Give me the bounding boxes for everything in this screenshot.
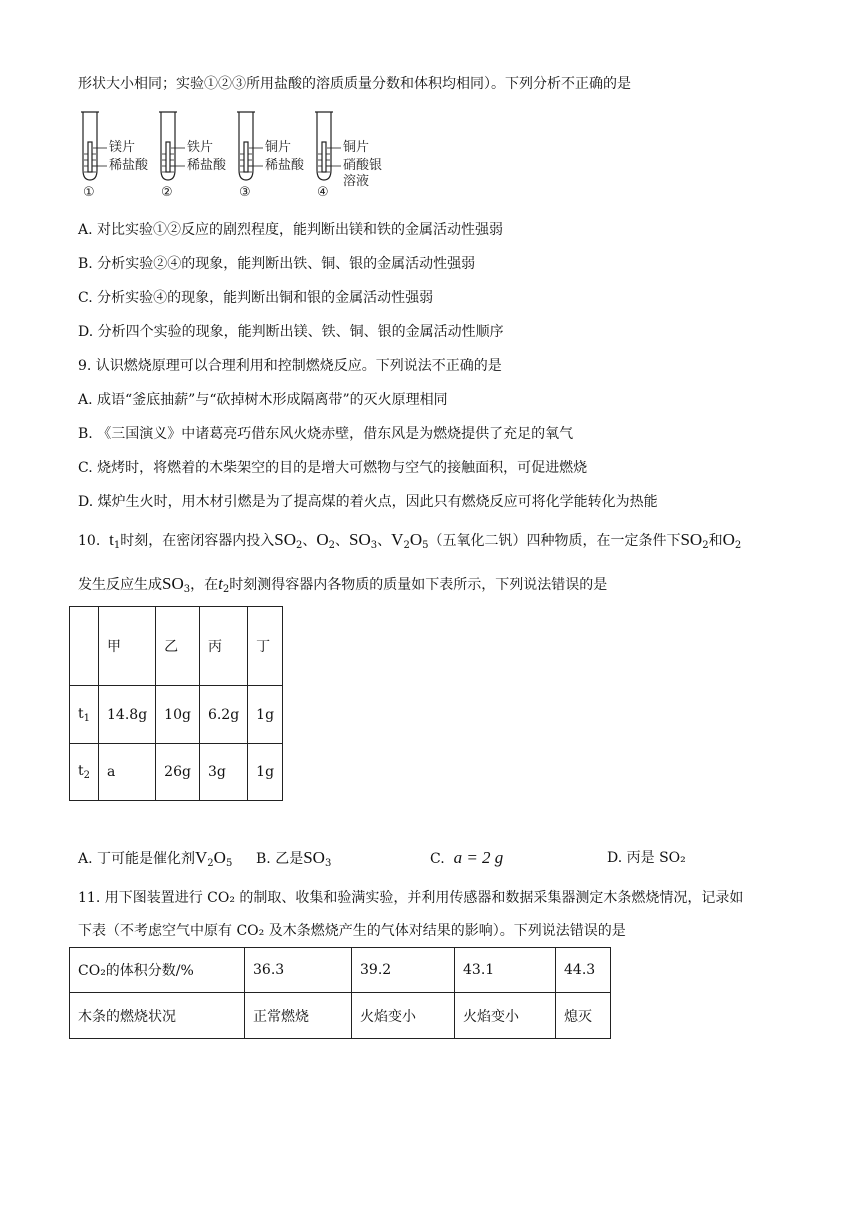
tube-number: ①	[83, 185, 95, 200]
table-cell: 木条的燃烧状况	[70, 993, 245, 1039]
q10-number: 10.	[78, 533, 101, 549]
tube-label-metal: 铜片	[343, 140, 370, 155]
q8-option-c: C. 分析实验④的现象，能判断出铜和银的金属活动性强弱	[78, 290, 434, 306]
q11-stem-line2: 下表（不考虑空气中原有 CO₂ 及木条燃烧产生的气体对结果的影响）。下列说法错误的是	[78, 923, 626, 939]
q10-stem-line2: 发生反应生成$SO_3$，在$t_2$时刻测得容器内各物质的质量如下表所示，下列说法错误的是	[78, 574, 608, 595]
text-line: 形状大小相同；实验①②③所用盐酸的溶质质量分数和体积均相同）。下列分析不正确的是	[78, 76, 631, 92]
tube-number: ②	[161, 185, 173, 200]
q10-stem-line1: 10. $t_1$时刻，在密闭容器内投入$SO_2$、$O_2$、$SO_3$、$V_2O_5$（五氧化二钒）四种物质，在一定条件下$SO_2$和$O_2$	[78, 530, 742, 551]
tube-label-metal: 铜片	[265, 140, 292, 155]
table-cell: 火焰变小	[352, 993, 455, 1039]
table-cell: 39.2	[352, 948, 455, 993]
q9-option-b: B. 《三国演义》中诸葛亮巧借东风火烧赤壁，借东风是为燃烧提供了充足的氧气	[78, 426, 574, 442]
q10-option-c: C. a = 2 g	[430, 848, 504, 867]
tube-label-solution: 稀盐酸	[109, 158, 149, 173]
row-label-t1: $t_1$	[70, 686, 99, 744]
table-cell: a	[99, 744, 156, 801]
table-cell: 14.8g	[99, 686, 156, 744]
metal-strip	[322, 142, 326, 172]
tube-number: ④	[317, 185, 329, 200]
q9-option-d: D. 煤炉生火时，用木材引燃是为了提高煤的着火点，因此只有燃烧反应可将化学能转化为热能	[78, 494, 658, 510]
q10-option-a: A. 丁可能是催化剂$V_2O_5$	[78, 848, 233, 869]
q11-co2-table	[69, 947, 611, 1039]
tube-label-solution: 稀盐酸	[265, 158, 305, 173]
t1-label: $t_1$	[109, 530, 121, 551]
table-cell	[70, 607, 99, 686]
table-cell: 1g	[248, 744, 283, 801]
metal-strip	[244, 142, 248, 172]
table-header-bing: 丙	[199, 607, 247, 686]
metal-strip	[88, 142, 92, 172]
table-cell: 43.1	[455, 948, 556, 993]
table-header-ding: 丁	[248, 607, 283, 686]
table-cell: CO₂的体积分数/%	[70, 948, 245, 993]
q10-option-b: B. 乙是$SO_3$	[256, 848, 332, 869]
test-tube-figure	[78, 108, 408, 204]
table-cell: 44.3	[556, 948, 611, 993]
tube-label-solution-2: 溶液	[343, 174, 370, 189]
table-cell: 6.2g	[199, 686, 247, 744]
metal-strip	[166, 142, 170, 172]
row-label-t2: $t_2$	[70, 744, 99, 801]
table-cell: 3g	[199, 744, 247, 801]
table-cell: 1g	[248, 686, 283, 744]
q11-stem-line1: 11. 用下图装置进行 CO₂ 的制取、收集和验满实验，并利用传感器和数据采集器测定木条燃烧情况，记录如	[78, 890, 744, 906]
tube-number: ③	[239, 185, 251, 200]
table-cell: 正常燃烧	[245, 993, 352, 1039]
q8-option-a: A. 对比实验①②反应的剧烈程度，能判断出镁和铁的金属活动性强弱	[78, 222, 504, 238]
q10-mass-table	[69, 606, 283, 801]
table-cell: 熄灭	[556, 993, 611, 1039]
q8-option-d: D. 分析四个实验的现象，能判断出镁、铁、铜、银的金属活动性顺序	[78, 324, 504, 340]
table-cell: 26g	[156, 744, 200, 801]
q9-option-a: A. 成语“釜底抽薪”与“砍掉树木形成隔离带”的灭火原理相同	[78, 392, 448, 408]
tube-label-metal: 铁片	[187, 140, 214, 155]
q9-stem: 9. 认识燃烧原理可以合理利用和控制燃烧反应。下列说法不正确的是	[78, 358, 502, 374]
table-header-yi: 乙	[156, 607, 200, 686]
tube-label-solution: 硝酸银	[343, 158, 383, 173]
table-cell: 火焰变小	[455, 993, 556, 1039]
q9-option-c: C. 烧烤时，将燃着的木柴架空的目的是增大可燃物与空气的接触面积，可促进燃烧	[78, 460, 588, 476]
tube-label-solution: 稀盐酸	[187, 158, 227, 173]
q8-option-b: B. 分析实验②④的现象，能判断出铁、铜、银的金属活动性强弱	[78, 256, 476, 272]
tube-label-metal: 镁片	[109, 140, 136, 155]
table-header-jia: 甲	[99, 607, 156, 686]
table-cell: 36.3	[245, 948, 352, 993]
q10-option-d: D. 丙是 SO₂	[607, 850, 686, 866]
table-cell: 10g	[156, 686, 200, 744]
